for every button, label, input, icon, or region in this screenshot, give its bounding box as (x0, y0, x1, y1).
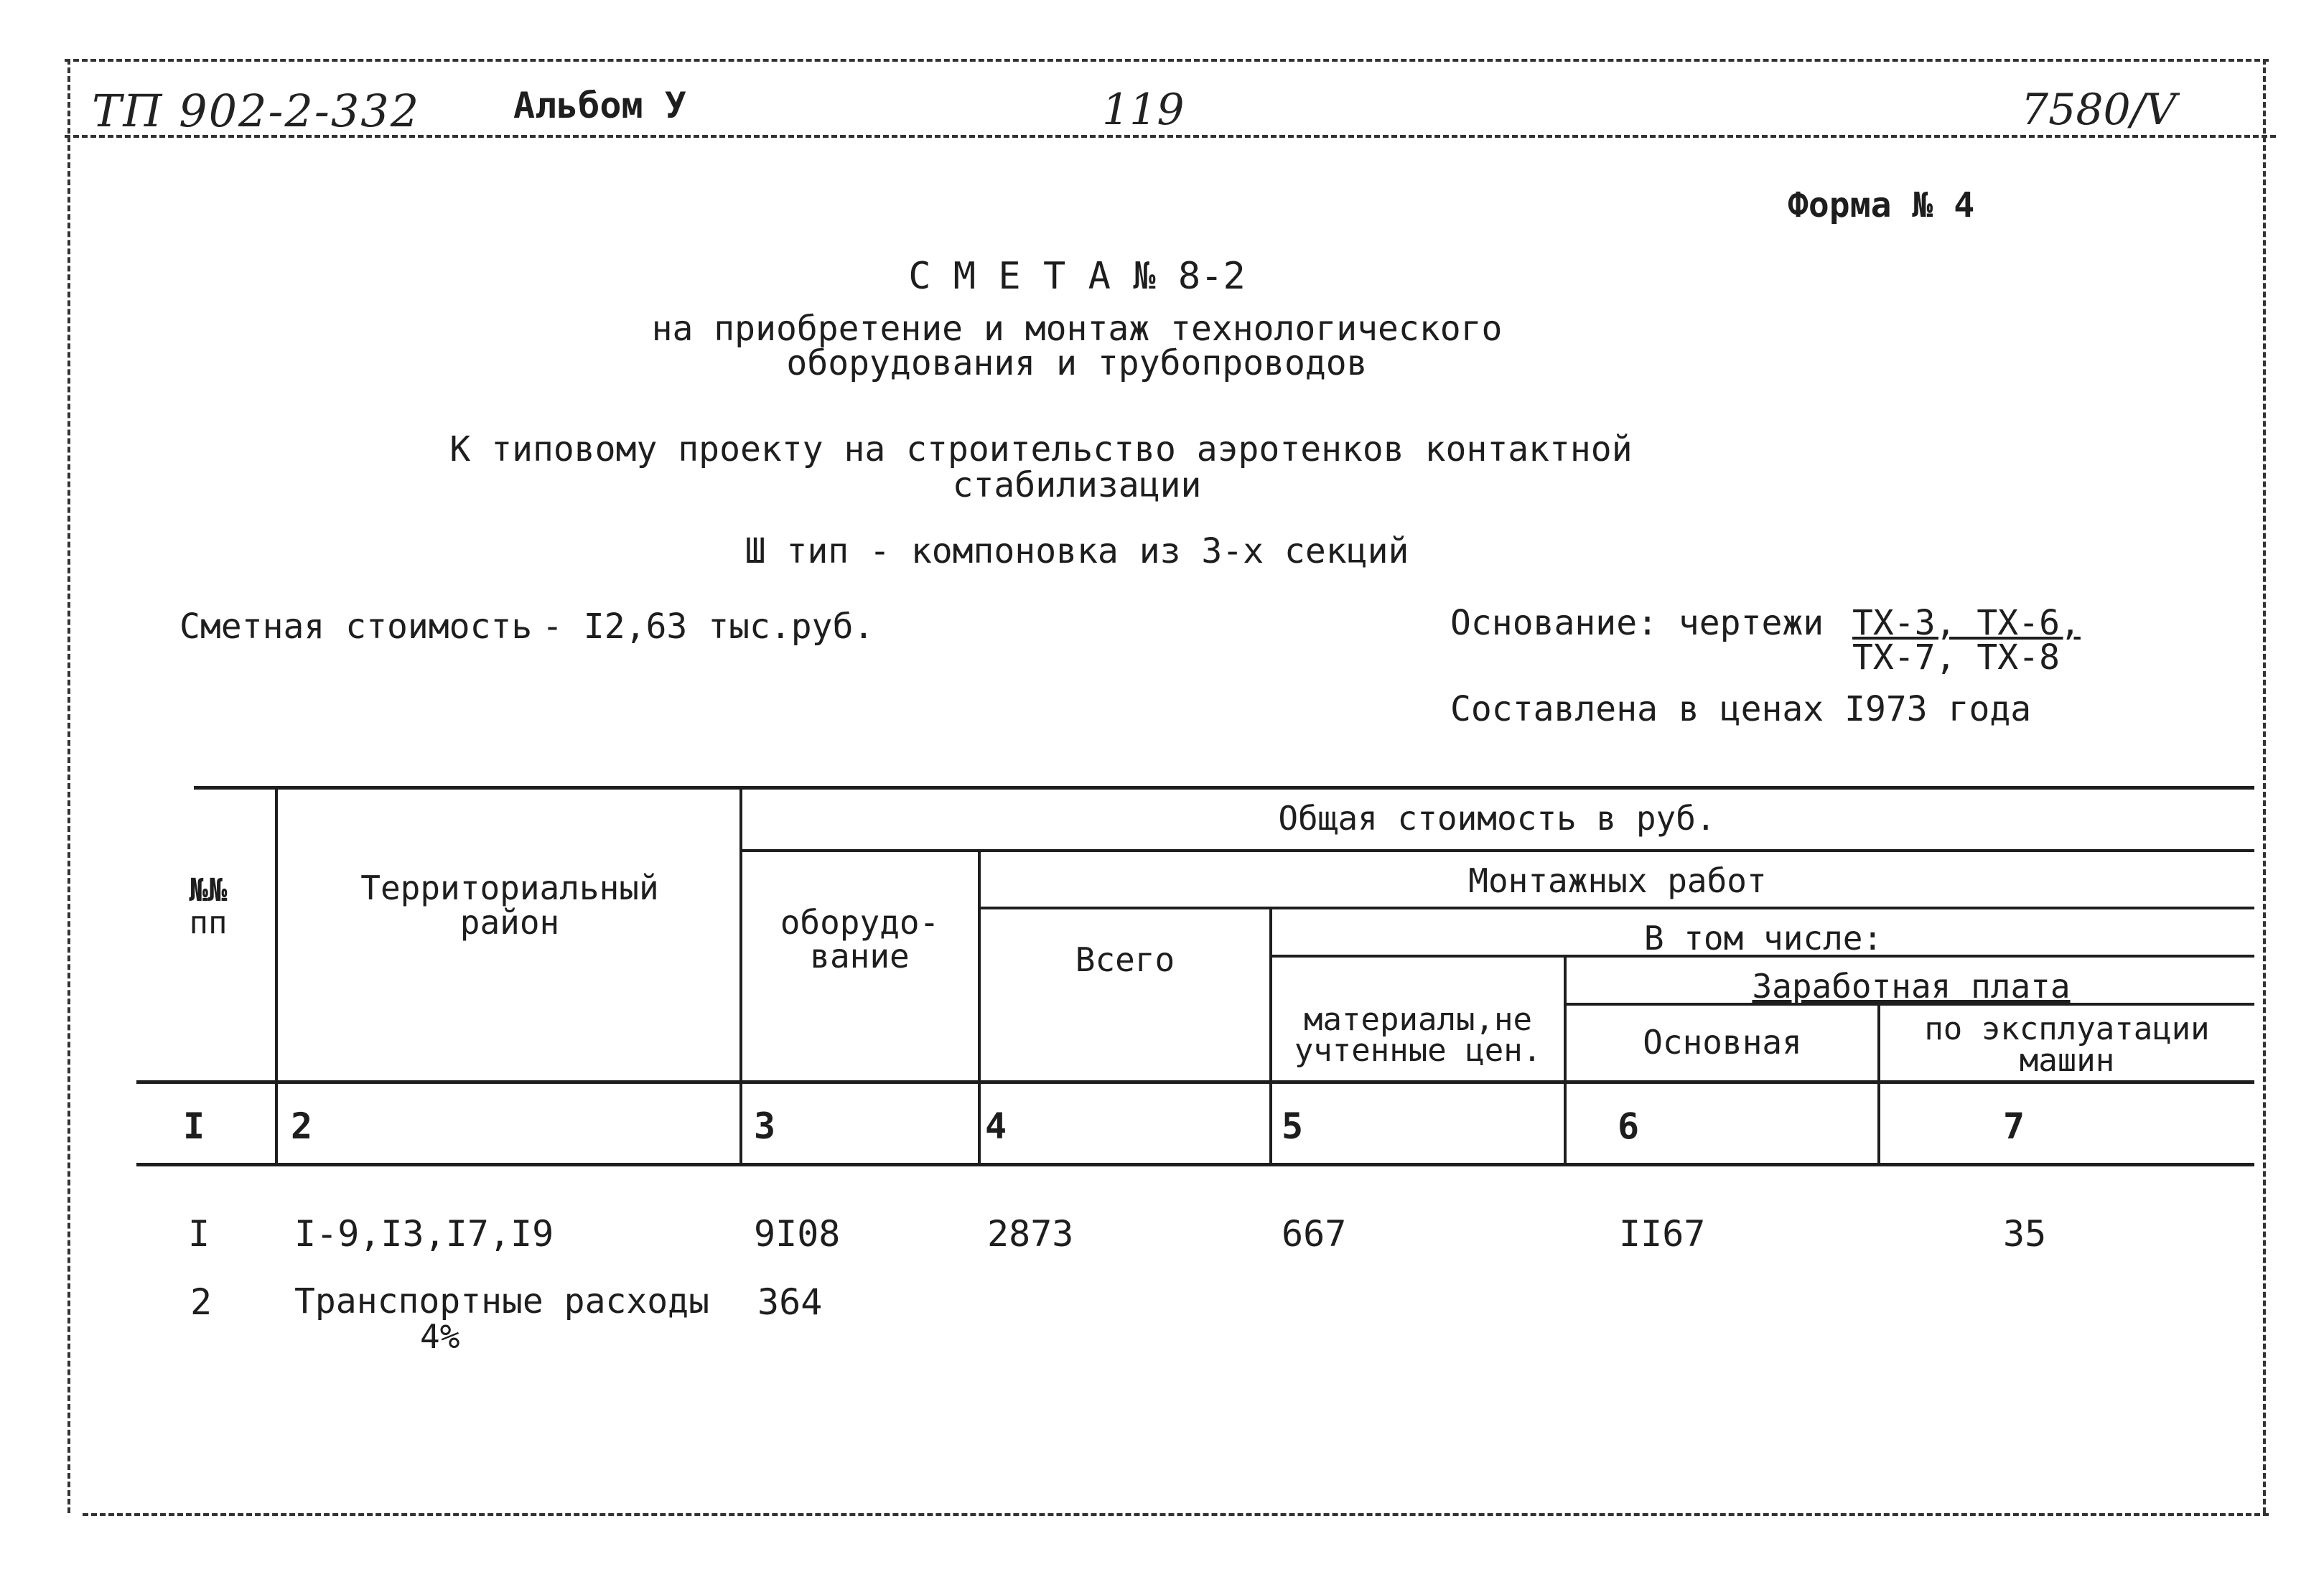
header-equipment-1: оборудо- (780, 903, 940, 942)
header-equipment-2: вание (810, 937, 910, 975)
header-num-1: №№ (189, 872, 228, 909)
frame-top-border (65, 59, 2269, 62)
frame-left-border (67, 59, 70, 1513)
album-label: Альбом У (513, 85, 686, 126)
col-divider-4 (1269, 908, 1272, 1165)
row-total: 2873 (987, 1213, 1074, 1255)
row-region: Транспортные расходы (294, 1281, 709, 1321)
basis-drawings-1: ТХ-3, ТХ-6, (1852, 603, 2081, 643)
header-materials-2: учтенные цен. (1294, 1032, 1542, 1069)
row-equipment: 364 (757, 1281, 823, 1323)
col-divider-6 (1877, 1004, 1880, 1165)
col-number-5: 5 (1282, 1105, 1304, 1147)
estimate-subtitle-2: оборудования и трубопроводов (786, 343, 1368, 383)
col-number-2: 2 (291, 1105, 313, 1147)
prices-note: Составлена в ценах I973 года (1450, 689, 2032, 729)
header-region-1: Территориальный (360, 869, 659, 907)
col-divider-5 (1564, 956, 1567, 1165)
cost-label: Сметная стоимость (179, 607, 533, 647)
row-num: I (188, 1213, 210, 1255)
header-wages: Заработная плата (1752, 967, 2071, 1006)
col-number-6: 6 (1618, 1105, 1640, 1147)
header-total: Всего (1075, 940, 1175, 979)
rule-under-installation (980, 907, 2254, 909)
header-machines-1: по эксплуатации (1924, 1011, 2210, 1047)
frame-bottom-border (83, 1513, 2269, 1516)
row-equipment: 9I08 (754, 1213, 841, 1255)
header-installation: Монтажных работ (1468, 861, 1767, 900)
row-num: 2 (190, 1281, 213, 1323)
page-number: 119 (1102, 85, 1185, 135)
row-materials: 667 (1282, 1213, 1347, 1255)
header-materials-1: материалы,не (1304, 1001, 1532, 1038)
project-description-1: К типовому проекту на строительство аэротенков контактной (449, 429, 1633, 469)
basis-drawings-2: ТХ-7, ТХ-8 (1852, 637, 2060, 678)
header-including: В том числе: (1643, 919, 1883, 958)
estimate-subtitle-1: на приобретение и монтаж технологического (651, 309, 1503, 349)
cost-value: - I2,63 тыс.руб. (542, 607, 874, 647)
header-num-2: пп (189, 904, 228, 941)
row-basic: II67 (1619, 1213, 1706, 1255)
row-machines: 35 (2003, 1213, 2047, 1255)
col-number-3: 3 (754, 1105, 776, 1147)
col-number-7: 7 (2003, 1105, 2025, 1147)
header-basic: Основная (1643, 1023, 1802, 1062)
layout-type: Ш тип - компоновка из 3-х секций (745, 531, 1409, 571)
row-region-note: 4% (420, 1317, 460, 1356)
col-divider-2 (739, 788, 742, 1165)
inventory-number: 7580/V (2021, 85, 2177, 135)
col-divider-3 (978, 851, 981, 1165)
basis-label: Основание: чертежи (1450, 603, 1824, 643)
column-numbers-bottom-rule (136, 1163, 2254, 1166)
project-code: ТП 902-2-332 (92, 85, 421, 137)
header-machines-2: машин (2019, 1042, 2115, 1079)
col-number-1: I (183, 1105, 205, 1147)
form-label: Форма № 4 (1788, 185, 1975, 225)
table-top-rule (194, 786, 2254, 790)
col-divider-1 (275, 788, 278, 1165)
header-total-cost: Общая стоимость в руб. (1278, 799, 1716, 838)
rule-under-total-cost (739, 849, 2254, 852)
row-region: I-9,I3,I7,I9 (294, 1213, 554, 1255)
header-bottom-rule (136, 1080, 2254, 1084)
estimate-title: С М Е Т А № 8-2 (908, 255, 1246, 298)
project-description-2: стабилизации (952, 465, 1202, 505)
col-number-4: 4 (985, 1105, 1007, 1147)
header-region-2: район (459, 903, 560, 942)
frame-right-border (2263, 59, 2266, 1513)
